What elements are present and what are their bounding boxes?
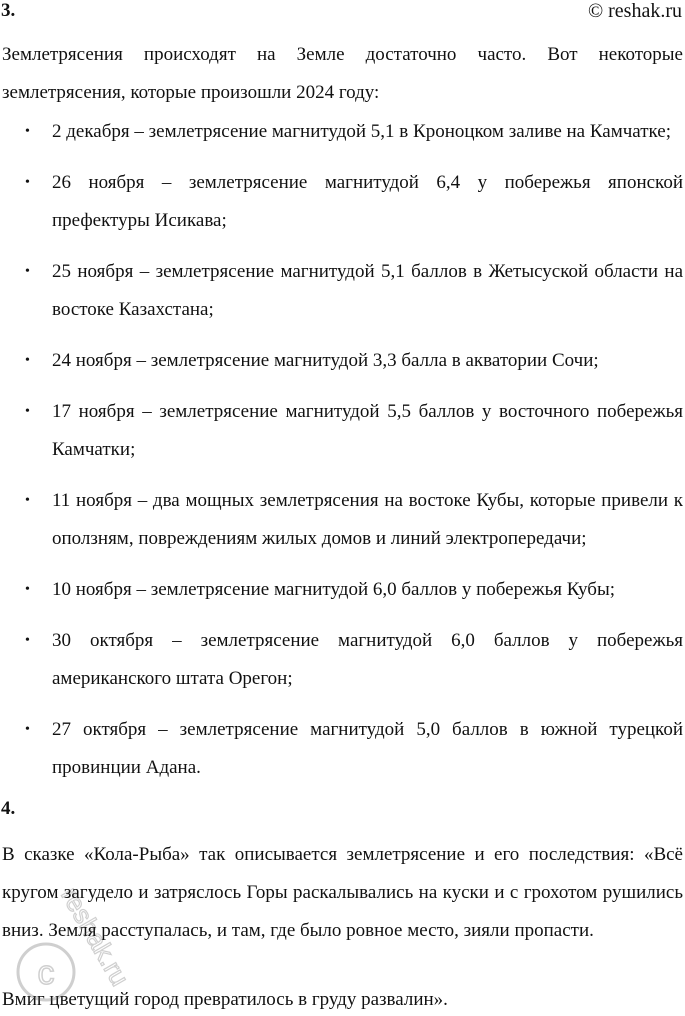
list-item-text: 24 ноября – землетрясение магнитудой 3,3 балла в акватории Сочи; bbox=[52, 350, 599, 371]
svg-text:c: c bbox=[37, 954, 55, 992]
bullet-icon: • bbox=[25, 633, 30, 648]
list-item-text: 10 ноября – землетрясение магнитудой 6,0 баллов у побережья Кубы; bbox=[52, 579, 616, 600]
svg-text:reshak.ru: reshak.ru bbox=[55, 882, 136, 991]
list-item bbox=[0, 113, 683, 151]
copyright-label: © reshak.ru bbox=[587, 0, 682, 22]
list-item bbox=[0, 342, 683, 380]
task-number-3: 3. bbox=[1, 0, 16, 21]
bullet-icon: • bbox=[25, 264, 30, 279]
tale-paragraph: В сказке «Кола-Рыба» так описывается землетрясение и его последствия: «Всё кругом загудело и затряслось Горы раскалывались на куски и с грохотом рушились вниз. Земля расступалась, и там, где было ровное место, зияли пропасти. bbox=[2, 844, 683, 941]
list-item-text: 26 ноября – землетрясение магнитудой 6,4 у побережья японской префектуры Исикава; bbox=[52, 172, 683, 231]
list-item bbox=[0, 571, 683, 609]
list-item bbox=[0, 393, 683, 469]
list-item-text: 17 ноября – землетрясение магнитудой 5,5 баллов у восточного побережья Камчатки; bbox=[52, 401, 683, 460]
list-item bbox=[0, 164, 683, 240]
list-item-text: 25 ноября – землетрясение магнитудой 5,1 баллов в Жетысуской области на востоке Казахстана; bbox=[52, 261, 683, 320]
bullet-icon: • bbox=[25, 175, 30, 190]
list-item-text: 27 октября – землетрясение магнитудой 5,0 баллов в южной турецкой провинции Адана. bbox=[52, 719, 683, 778]
list-item bbox=[0, 622, 683, 698]
list-item bbox=[0, 482, 683, 558]
tale-paragraph-end: Вмиг цветущий город превратилось в груду развалин». bbox=[2, 989, 448, 1010]
list-item bbox=[0, 253, 683, 329]
bullet-icon: • bbox=[25, 404, 30, 419]
bullet-icon: • bbox=[25, 353, 30, 368]
page-header bbox=[0, 0, 685, 26]
earthquake-list bbox=[0, 113, 685, 800]
list-item-text: 2 декабря – землетрясение магнитудой 5,1 в Кроноцком заливе на Камчатке; bbox=[52, 121, 672, 142]
intro-paragraph: Землетрясения происходят на Земле достаточно часто. Вот некоторые землетрясения, которые произошли 2024 году: bbox=[2, 44, 683, 103]
bullet-icon: • bbox=[25, 124, 30, 139]
bullet-icon: • bbox=[25, 582, 30, 597]
list-item bbox=[0, 711, 683, 787]
list-item-text: 11 ноября – два мощных землетрясения на востоке Кубы, которые привели к оползням, повреждениям жилых домов и линий электропередачи; bbox=[52, 490, 683, 549]
bullet-icon: • bbox=[25, 722, 30, 737]
task-number-4: 4. bbox=[1, 798, 16, 819]
list-item-text: 30 октября – землетрясение магнитудой 6,0 баллов у побережья американского штата Орегон; bbox=[52, 630, 683, 689]
bullet-icon: • bbox=[25, 493, 30, 508]
